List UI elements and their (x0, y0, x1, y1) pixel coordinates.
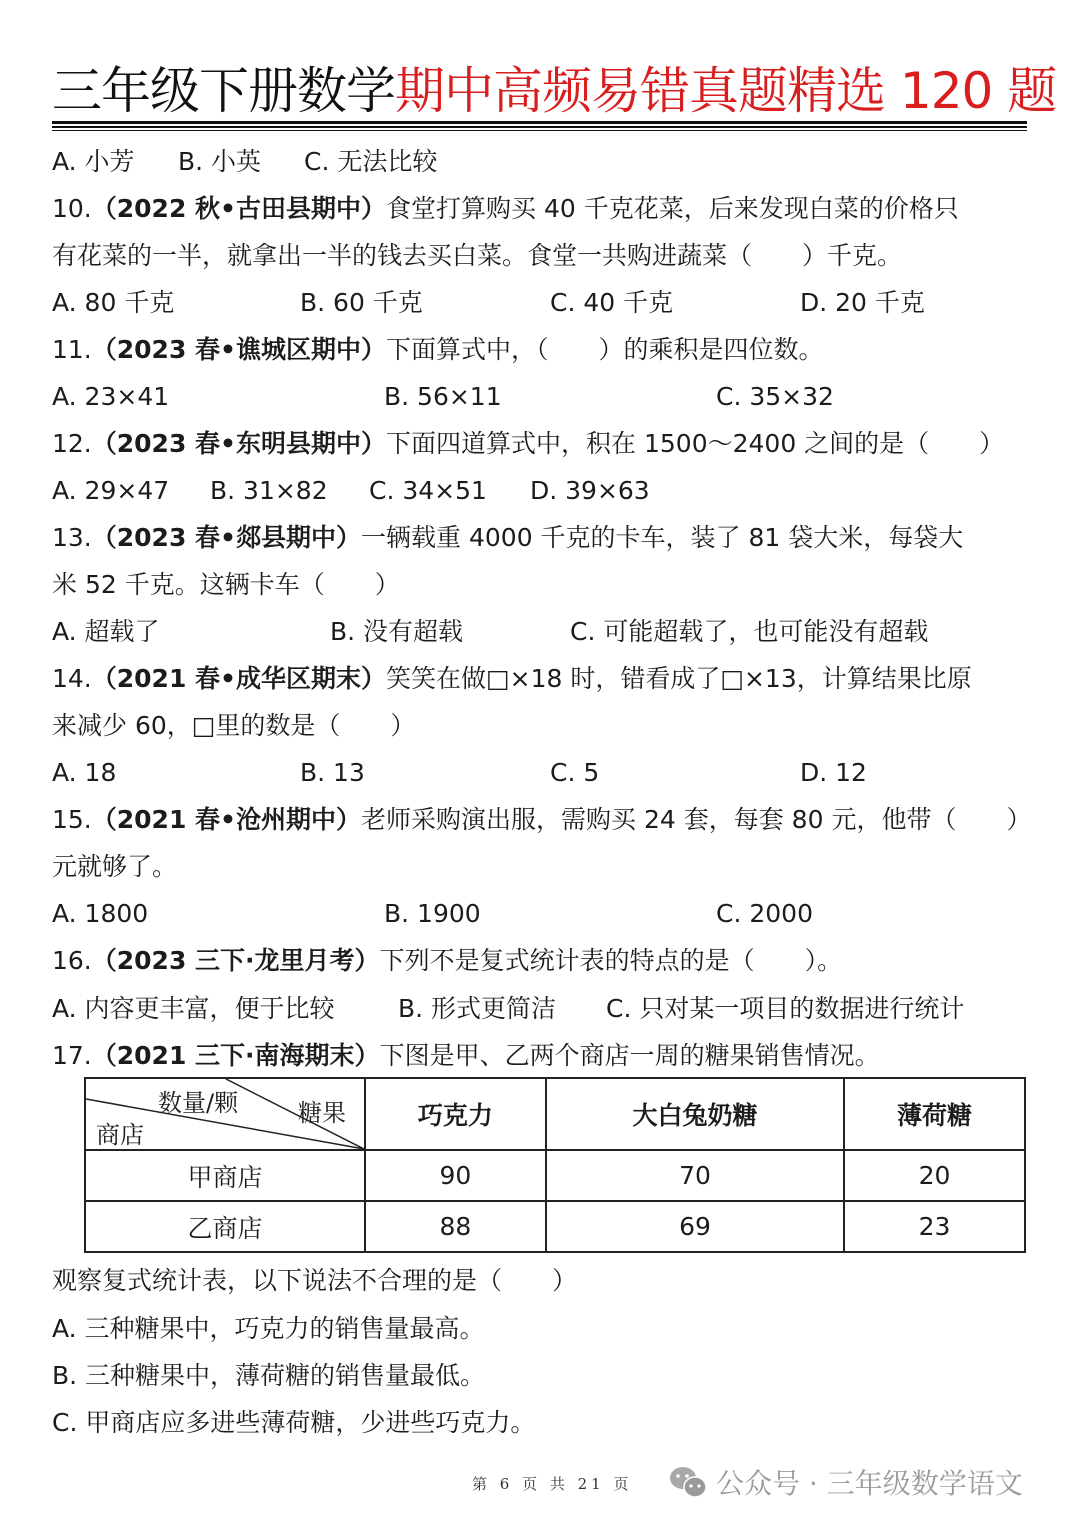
title-rule-top (52, 121, 1027, 124)
question-text: 下图是甲、乙两个商店一周的糖果销售情况。 (379, 1041, 880, 1070)
table-cell: 23 (844, 1201, 1025, 1252)
question-number: 14. (52, 664, 92, 693)
question-text: 下列不是复式统计表的特点的是（ ）。 (379, 946, 843, 975)
question-16 (52, 945, 842, 977)
question-number: 15. (52, 805, 92, 834)
column-header: 大白兔奶糖 (546, 1078, 844, 1150)
question-text: 老师采购演出服，需购买 24 套，每套 80 元，他带（ ） (361, 805, 1032, 834)
table-cell: 90 (365, 1150, 546, 1201)
question-source: （2021 春•沧州期中） (91, 805, 362, 834)
option: B. 60 千克 (300, 288, 423, 317)
question-number: 17. (52, 1041, 92, 1070)
option: C. 可能超载了，也可能没有超载 (570, 617, 929, 646)
watermark-text: 公众号 · 三年级数学语文 (716, 1467, 1023, 1500)
question-17 (52, 1040, 880, 1072)
option: A. 内容更丰富，便于比较 (52, 994, 335, 1023)
option: C. 无法比较 (304, 147, 438, 176)
table-cell: 20 (844, 1150, 1025, 1201)
question-number: 16. (52, 946, 92, 975)
question-source: （2023 春•郯县期中） (91, 523, 362, 552)
question-source: （2023 春•东明县期中） (91, 429, 387, 458)
row-label: 甲商店 (85, 1150, 365, 1201)
table-cell: 69 (546, 1201, 844, 1252)
question-text: 下面四道算式中，积在 1500～2400 之间的是（ ） (386, 429, 1005, 458)
question-text: 笑笑在做□×18 时，错看成了□×13，计算结果比原 (386, 664, 972, 693)
row-label: 乙商店 (85, 1201, 365, 1252)
option: B. 没有超载 (330, 617, 464, 646)
question-text: 来减少 60，□里的数是（ ） (52, 711, 416, 740)
wechat-icon (668, 1464, 708, 1500)
watermark (668, 1462, 1023, 1502)
question-14 (52, 663, 972, 695)
question-text: 有花菜的一半，就拿出一半的钱去买白菜。食堂一共购进蔬菜（ ）千克。 (52, 241, 903, 270)
corner-label-quantity: 数量/颗 (158, 1089, 239, 1117)
corner-label-candy: 糖果 (298, 1099, 346, 1127)
option: C. 只对某一项目的数据进行统计 (606, 994, 965, 1023)
option: B. 小英 (178, 147, 262, 176)
option: A. 29×47 (52, 476, 170, 505)
question-source: （2021 三下·南海期末） (91, 1041, 380, 1070)
option: C. 34×51 (369, 476, 487, 505)
option: A. 18 (52, 758, 117, 787)
table-row (85, 1201, 1025, 1252)
option: A. 超载了 (52, 617, 160, 646)
title-rule-bottom (52, 130, 1027, 131)
option: B. 1900 (384, 899, 481, 928)
option: B. 形式更简洁 (398, 994, 557, 1023)
question-source: （2023 三下·龙里月考） (91, 946, 380, 975)
corner-label-store: 商店 (96, 1121, 144, 1149)
question-13 (52, 522, 963, 554)
question-text: 一辆载重 4000 千克的卡车，装了 81 袋大米，每袋大 (361, 523, 964, 552)
title-highlight: 期中高频易错真题精选 120 题 (395, 62, 1057, 120)
option: A. 小芳 (52, 147, 135, 176)
column-header: 薄荷糖 (844, 1078, 1025, 1150)
option: C. 35×32 (716, 382, 834, 411)
question-12 (52, 428, 1004, 460)
option: D. 20 千克 (800, 288, 925, 317)
question-text: 食堂打算购买 40 千克花菜，后来发现白菜的价格只 (386, 194, 959, 223)
option: D. 39×63 (530, 476, 650, 505)
question-11 (52, 334, 824, 366)
option: A. 23×41 (52, 382, 170, 411)
option: A. 1800 (52, 899, 149, 928)
option: B. 56×11 (384, 382, 502, 411)
question-followup: 观察复式统计表，以下说法不合理的是（ ） (52, 1266, 578, 1295)
option: B. 三种糖果中，薄荷糖的销售量最低。 (52, 1361, 486, 1390)
table-corner-cell (85, 1078, 365, 1150)
question-source: （2021 春•成华区期末） (91, 664, 387, 693)
option: A. 三种糖果中，巧克力的销售量最高。 (52, 1314, 485, 1343)
table-cell: 88 (365, 1201, 546, 1252)
table-row (85, 1150, 1025, 1201)
question-source: （2022 秋•古田县期中） (91, 194, 387, 223)
question-text: 米 52 千克。这辆卡车（ ） (52, 570, 400, 599)
column-header: 巧克力 (365, 1078, 546, 1150)
question-10 (52, 193, 959, 225)
option: C. 5 (550, 758, 600, 787)
question-source: （2023 春•谯城区期中） (91, 335, 387, 364)
question-number: 10. (52, 194, 92, 223)
option: D. 12 (800, 758, 867, 787)
option: C. 甲商店应多进些薄荷糖，少进些巧克力。 (52, 1408, 536, 1437)
table-cell: 70 (546, 1150, 844, 1201)
title-rule-mid (52, 126, 1027, 128)
option: C. 2000 (716, 899, 813, 928)
document-title (52, 58, 1057, 124)
question-15 (52, 804, 1031, 836)
option: B. 31×82 (210, 476, 328, 505)
question-number: 12. (52, 429, 92, 458)
candy-sales-table (84, 1077, 1026, 1253)
option: B. 13 (300, 758, 365, 787)
title-grade: 三年级下册数学 (52, 62, 395, 120)
option: A. 80 千克 (52, 288, 175, 317)
question-text: 下面算式中，（ ）的乘积是四位数。 (386, 335, 824, 364)
question-text: 元就够了。 (52, 852, 178, 881)
page-number: 第 6 页 共 21 页 (472, 1475, 633, 1493)
table-header-row (85, 1078, 1025, 1150)
option: C. 40 千克 (550, 288, 674, 317)
question-number: 11. (52, 335, 92, 364)
question-number: 13. (52, 523, 92, 552)
